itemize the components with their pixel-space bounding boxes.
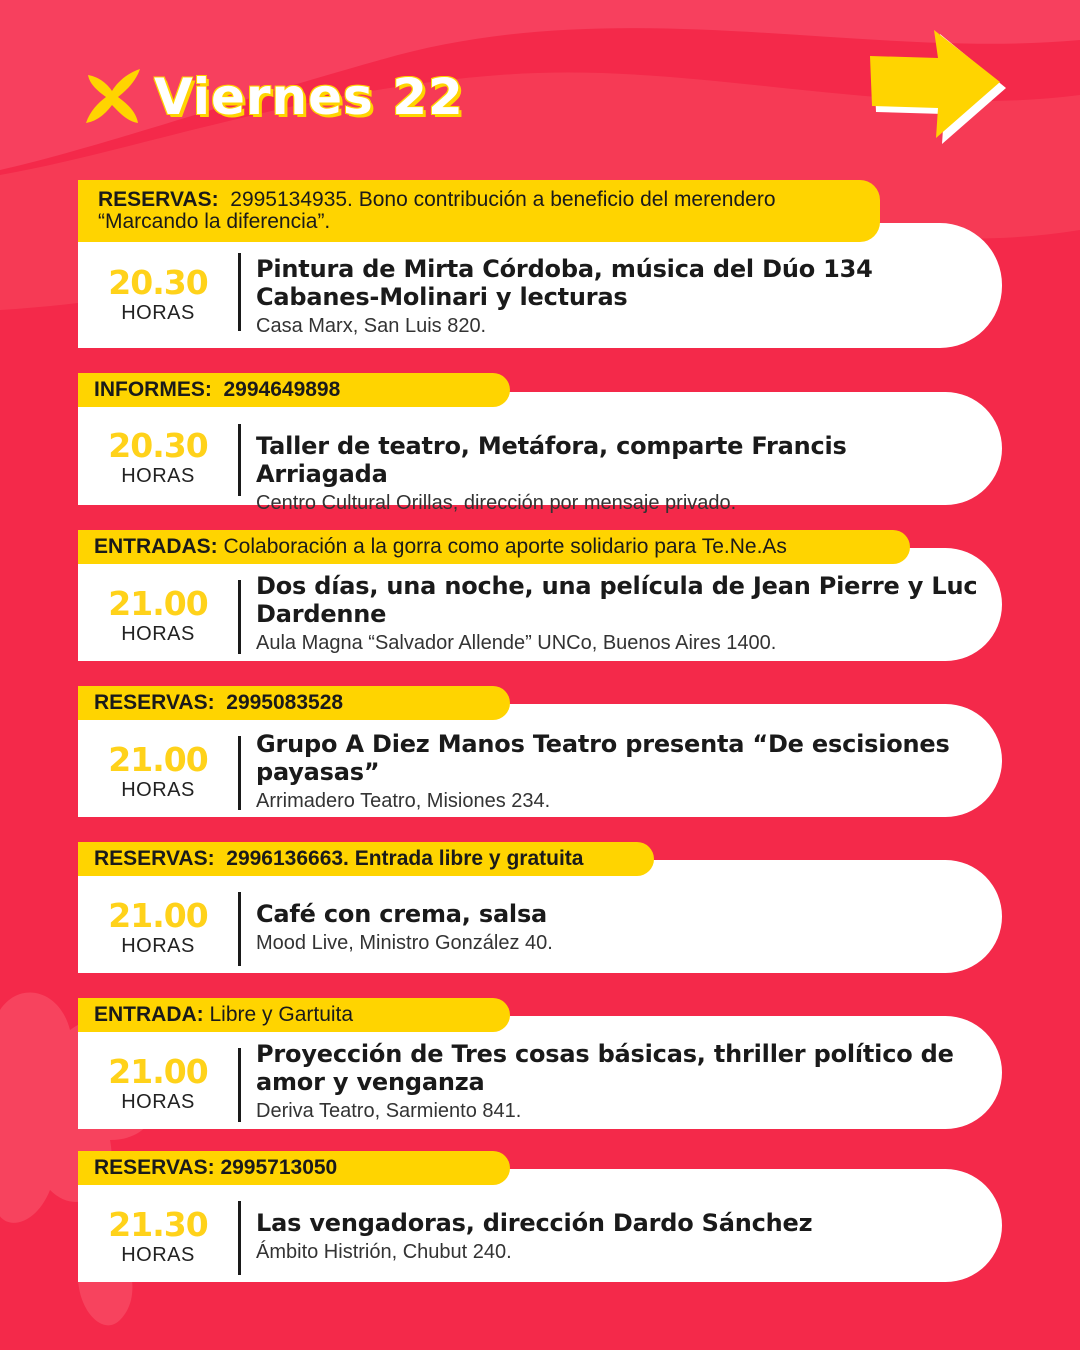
tag-label: RESERVAS: <box>98 188 219 211</box>
event-info <box>256 1209 986 1265</box>
event-tag <box>78 686 510 720</box>
time-value: 20.30 <box>108 263 208 302</box>
event-time <box>78 1054 238 1114</box>
event-tag <box>78 1151 510 1185</box>
event-item <box>78 1151 1002 1282</box>
tag-label: RESERVAS: <box>94 847 215 870</box>
time-value: 21.00 <box>108 1052 208 1091</box>
event-item <box>78 998 1002 1129</box>
event-place: Mood Live, Ministro González 40. <box>256 932 553 954</box>
tag-text: Libre y Gartuita <box>209 1003 354 1026</box>
event-place: Aula Magna “Salvador Allende” UNCo, Buenos Aires 1400. <box>256 632 777 654</box>
hours-label: HORAS <box>121 623 195 645</box>
hours-label: HORAS <box>121 465 195 487</box>
divider <box>238 892 241 966</box>
tag-text: 2995134935. Bono contribución a beneficio del merendero <box>230 188 776 211</box>
tag-text: 2995713050 <box>220 1156 338 1179</box>
event-name: Proyección de Tres cosas básicas, thriller político de amor y venganza <box>256 1040 954 1096</box>
event-tag <box>78 180 880 242</box>
tag-text: 2994649898 <box>223 378 341 401</box>
hours-label: HORAS <box>121 1091 195 1113</box>
event-name: Café con crema, salsa <box>256 900 548 928</box>
event-info <box>256 572 986 656</box>
event-time <box>78 265 238 325</box>
time-value: 21.00 <box>108 584 208 623</box>
tag-text: 2995083528 <box>226 691 344 714</box>
event-info <box>256 432 986 516</box>
event-info <box>256 730 986 814</box>
event-item <box>78 373 1002 514</box>
event-card <box>78 392 1002 514</box>
tag-label: RESERVAS: <box>94 691 215 714</box>
event-tag <box>78 998 510 1032</box>
event-name: Grupo A Diez Manos Teatro presenta “De escisiones payasas” <box>256 730 950 786</box>
tag-label: INFORMES: <box>94 378 212 401</box>
page-title: Viernes 22 <box>154 68 464 126</box>
divider <box>238 1048 241 1122</box>
event-place: Casa Marx, San Luis 820. <box>256 315 487 337</box>
hours-label: HORAS <box>121 779 195 801</box>
event-name: Dos días, una noche, una película de Jean Pierre y Luc Dardenne <box>256 572 978 628</box>
event-time <box>78 898 238 958</box>
event-place: Arrimadero Teatro, Misiones 234. <box>256 790 551 812</box>
time-value: 20.30 <box>108 426 208 465</box>
hours-label: HORAS <box>121 935 195 957</box>
event-place: Centro Cultural Orillas, dirección por mensaje privado. <box>256 492 737 514</box>
event-info <box>256 1040 986 1124</box>
divider <box>238 253 241 331</box>
tag-text: Colaboración a la gorra como aporte solidario para Te.Ne.As <box>223 535 787 558</box>
divider <box>238 424 241 496</box>
event-time <box>78 742 238 802</box>
page-header <box>80 62 464 132</box>
tag-label: ENTRADA: <box>94 1003 204 1026</box>
event-name: Pintura de Mirta Córdoba, música del Dúo 134 Cabanes-Molinari y lecturas <box>256 255 873 311</box>
event-time <box>78 428 238 488</box>
event-card <box>78 1016 1002 1129</box>
time-value: 21.00 <box>108 896 208 935</box>
event-place: Ámbito Histrión, Chubut 240. <box>256 1241 512 1263</box>
time-value: 21.00 <box>108 740 208 779</box>
event-item <box>78 686 1002 817</box>
event-card <box>78 548 1002 661</box>
event-tag <box>78 530 910 564</box>
event-place: Deriva Teatro, Sarmiento 841. <box>256 1100 522 1122</box>
arrow-right-icon <box>866 26 1014 150</box>
event-tag <box>78 373 510 407</box>
event-card <box>78 860 1002 973</box>
star-icon <box>80 65 144 129</box>
tag-text-line2: “Marcando la diferencia”. <box>98 210 331 233</box>
hours-label: HORAS <box>121 302 195 324</box>
divider <box>238 1201 241 1275</box>
hours-label: HORAS <box>121 1244 195 1266</box>
event-info <box>256 900 986 956</box>
event-name: Las vengadoras, dirección Dardo Sánchez <box>256 1209 813 1237</box>
event-name: Taller de teatro, Metáfora, comparte Francis Arriagada <box>256 432 847 488</box>
event-time <box>78 1207 238 1267</box>
time-value: 21.30 <box>108 1205 208 1244</box>
event-card <box>78 704 1002 817</box>
divider <box>238 580 241 654</box>
tag-label: ENTRADAS: <box>94 535 218 558</box>
event-item <box>78 180 1002 348</box>
tag-text: 2996136663. Entrada libre y gratuita <box>226 847 584 870</box>
event-time <box>78 586 238 646</box>
event-card <box>78 1169 1002 1282</box>
event-item <box>78 842 1002 973</box>
event-item <box>78 530 1002 661</box>
event-tag <box>78 842 654 876</box>
divider <box>238 736 241 810</box>
tag-label: RESERVAS: <box>94 1156 215 1179</box>
event-info <box>256 255 986 339</box>
